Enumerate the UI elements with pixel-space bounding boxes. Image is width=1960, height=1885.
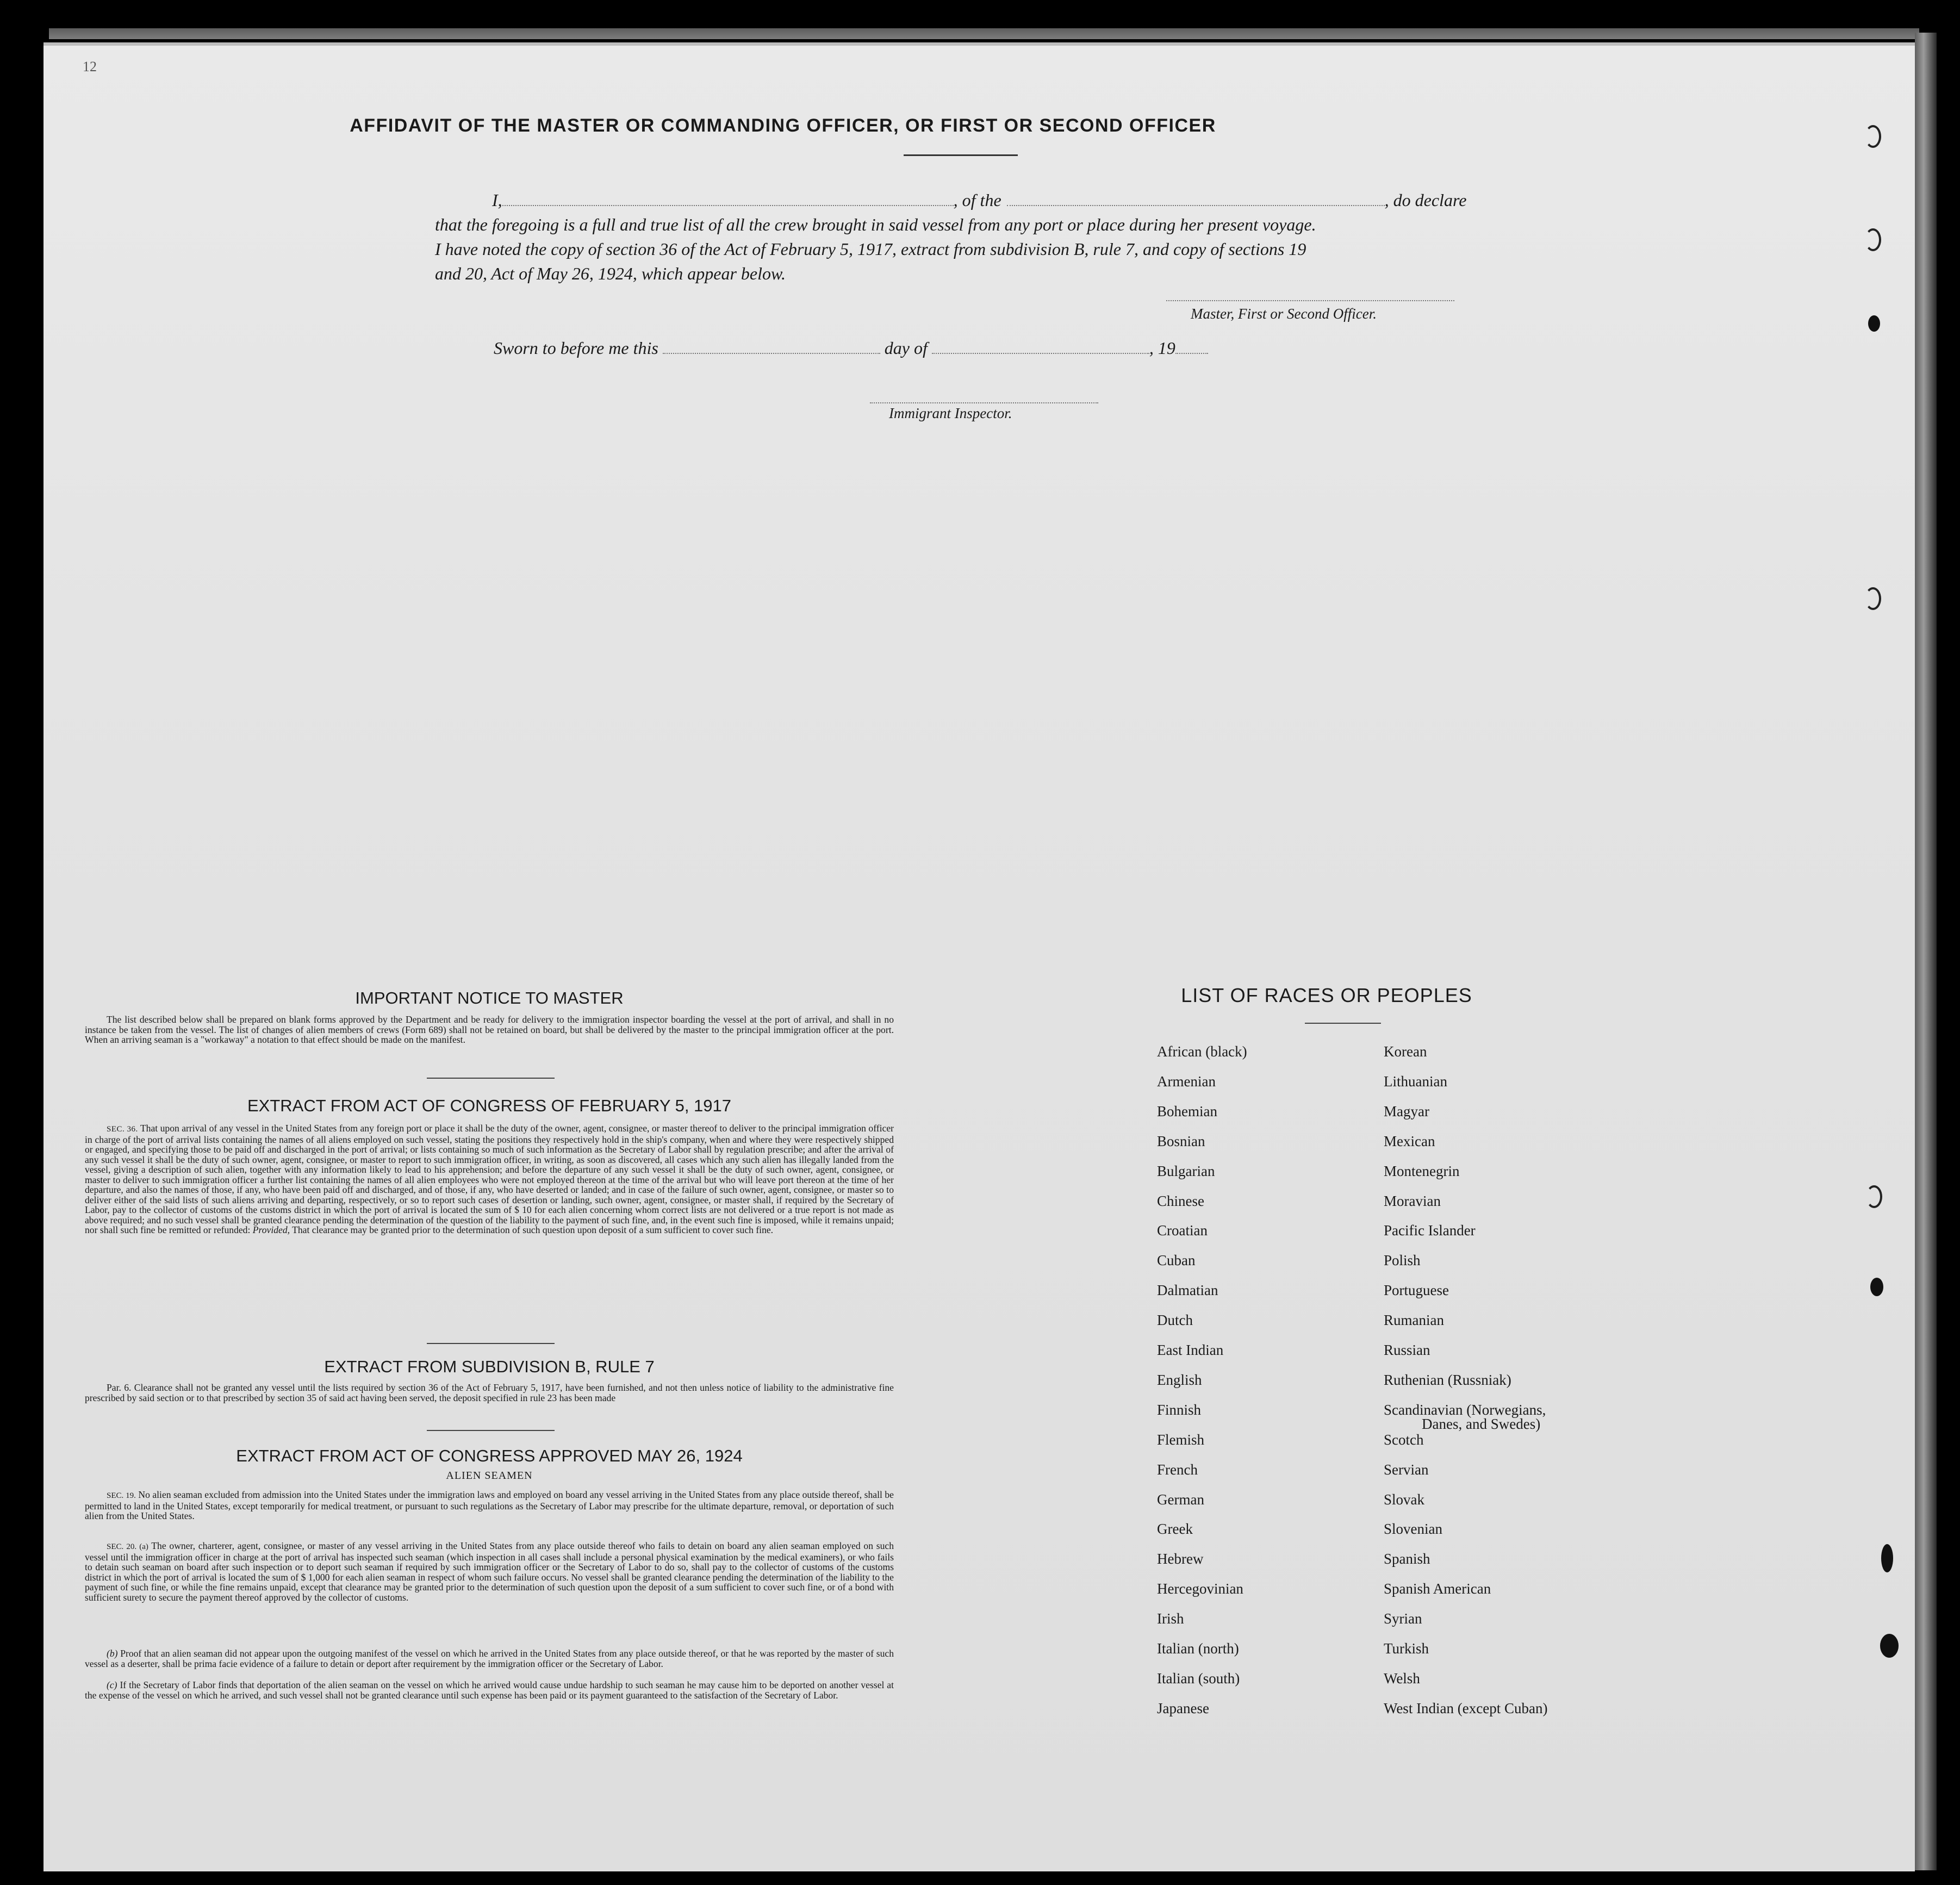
extract-rule7-text: Par. 6. Clearance shall not be granted any vessel until the lists required by section 36 of the Act of February 5, 1917, have been furnished, and not then unless notice of liability to the administrative fine prescribed by said section or to that prescribed by section 35 of said act having been served, the deposit specified in rule 23 has been made (85, 1382, 894, 1403)
affidavit-i: I, (492, 190, 502, 210)
race-item: Spanish American (1384, 1581, 1491, 1597)
race-item: Armenian (1157, 1073, 1216, 1090)
race-item: Scandinavian (Norwegians, (1384, 1401, 1546, 1418)
signature-caption: Master, First or Second Officer. (1191, 306, 1377, 322)
race-item: Greek (1157, 1521, 1193, 1538)
race-item: Italian (north) (1157, 1640, 1239, 1657)
sworn-year: , 19 (1149, 338, 1175, 358)
extract-1924-title: EXTRACT FROM ACT OF CONGRESS APPROVED MAY 26, 1924 (236, 1446, 743, 1465)
race-item: Danes, and Swedes) (1422, 1415, 1541, 1432)
race-item: French (1157, 1461, 1198, 1478)
notice-text: The list described below shall be prepared on blank forms approved by the Department and be ready for delivery to the immigration inspector boarding the vessel at the port of arrival, and shall in no instance be taken from the vessel. The list of changes of alien members of crews (Form 689) shall not be retained on board, but shall be delivered by the master to the principal immigration officer at the port. When an arriving seaman is a "workaway" a notation to that effect should be made on the manifest. (85, 1014, 894, 1045)
sworn-day-of: day of (884, 338, 928, 358)
race-item: Pacific Islander (1384, 1222, 1476, 1239)
race-item: West Indian (except Cuban) (1384, 1700, 1548, 1716)
punch-hole-mark (1865, 587, 1881, 610)
affidavit-title: AFFIDAVIT OF THE MASTER OR COMMANDING OFFICER, OR FIRST OR SECOND OFFICER (350, 115, 1216, 136)
sec-19-text (85, 1490, 894, 1521)
affidavit-line-1 (492, 190, 1466, 210)
race-item: Bulgarian (1157, 1162, 1215, 1179)
page-number: 12 (83, 59, 97, 74)
race-item: Ruthenian (Russniak) (1384, 1371, 1511, 1388)
race-item: Moravian (1384, 1192, 1441, 1209)
race-item: Portuguese (1384, 1282, 1449, 1299)
race-item: African (black) (1157, 1043, 1247, 1060)
signature-line (1166, 300, 1454, 301)
month-blank (932, 351, 1149, 354)
page-stack-edge (49, 28, 1919, 39)
race-item: Croatian (1157, 1222, 1208, 1239)
race-item: Servian (1384, 1461, 1429, 1478)
sec-19-body: No alien seaman excluded from admission into the United States under the immigration laws and employed on board any vessel arriving in the United States from any place outside thereof, shall be permitted to land in the United States, except temporarily for medical treatment, or pursuant to such regulations as the Secretary of Labor may prescribe for the ultimate departure, removal, or deportation of such alien from the United States. (85, 1489, 894, 1521)
affidavit-title-rule (904, 154, 1018, 156)
sec-19-label: SEC. 19. (107, 1491, 136, 1500)
race-item: Slovenian (1384, 1521, 1442, 1538)
extract-rule7-title: EXTRACT FROM SUBDIVISION B, RULE 7 (324, 1357, 655, 1376)
sec-20b-label: (b) (107, 1648, 118, 1659)
race-item: Russian (1384, 1342, 1430, 1358)
affidavit-of-the: , of the (953, 190, 1001, 210)
race-item: Scotch (1384, 1431, 1424, 1448)
race-item: Montenegrin (1384, 1162, 1460, 1179)
race-item: Japanese (1157, 1700, 1209, 1716)
race-item: Dutch (1157, 1312, 1193, 1329)
affidavit-line-2: that the foregoing is a full and true list of all the crew brought in said vessel from any port or place during her present voyage. (435, 215, 1316, 234)
sec-20c-body: If the Secretary of Labor finds that deportation of the alien seaman on the vessel on which he arrived would cause undue hardship to such seaman he may cause him to be deported on another vessel at the expense of the vessel on which he arrived, and such vessel shall not be granted clearance until such expense has been paid or its payment guaranteed to the satisfaction of the Secretary of Labor. (85, 1679, 894, 1701)
sec-20a-label: SEC. 20. (a) (107, 1542, 148, 1551)
race-item: Welsh (1384, 1670, 1420, 1687)
extract-1917-text (85, 1123, 894, 1235)
sec-36-label: SEC. 36. (107, 1125, 138, 1134)
race-item: Cuban (1157, 1252, 1196, 1269)
sec-36-body: That upon arrival of any vessel in the United States from any foreign port or place it shall be the duty of the owner, agent, consignee, or master thereof to deliver to the principal immigration officer in charge of the port of arrival lists containing the names of all aliens employed on such vessel, stating the positions they respectively hold in the ship's company, when and where they were respectively shipped or engaged, and specifying those to be paid off and discharged in the port of arrival; or lists containing so much of such information as the Secretary of Labor shall by regulation prescribe; and after the arrival of any such vessel it shall be the duty of such owner, agent, consignee, or master to report to such immigration officer, in writing, as soon as discovered, all cases which any such alien has illegally landed from the vessel, giving a description of such alien, together with any information likely to lead to his apprehension; and before the departure of any such vessel it shall be the duty of such owner, agent, consignee, or master to deliver to such immigration officer a further list containing the names of all alien employees who were not employed thereon at the time of the arrival but who will leave port thereon at the time of her departure, and also the names of those, if any, who have been paid off and discharged, and of those, if any, who have deserted or landed; and in case of the failure of such owner, agent, consignee, or master so to deliver either of the said lists of such aliens arriving and departing, respectively, or so to report such cases of desertion or landing, such owner, agent, consignee, or master shall, if required by the Secretary of Labor, pay to the collector of customs of the customs district in which the port of arrival is located the sum of $ 10 for each alien concerning whom correct lists are not delivered or a true report is not made as above required; and no such vessel shall be granted clearance pending the determination of the question of the liability to the payment of such fine, and, in the event such fine is imposed, while it remains unpaid; nor shall such fine be remitted or refunded: (85, 1123, 894, 1235)
race-item: East Indian (1157, 1342, 1224, 1358)
race-item: Bosnian (1157, 1133, 1205, 1149)
name-blank (502, 203, 954, 206)
race-item: Turkish (1384, 1640, 1429, 1657)
race-item: Hebrew (1157, 1551, 1204, 1567)
section-divider (427, 1078, 555, 1079)
vessel-blank (1007, 203, 1385, 206)
sec-20b-body: Proof that an alien seaman did not appear upon the outgoing manifest of the vessel on which he arrived in the United States from any place outside thereof, or that he was reported by the master of such vessel as a deserter, shall be prima facie evidence of a failure to detain or deport after requirement by the immigration officer or the Secretary of Labor. (85, 1648, 894, 1669)
race-item: Korean (1384, 1043, 1427, 1060)
proviso-label: Provided, (252, 1224, 290, 1235)
sec-20c-label: (c) (107, 1679, 117, 1690)
alien-seamen-subtitle: ALIEN SEAMEN (446, 1470, 533, 1482)
race-item: Syrian (1384, 1610, 1422, 1627)
sworn-prefix: Sworn to before me this (494, 338, 658, 358)
punch-hole-mark (1868, 315, 1880, 332)
punch-hole-mark (1865, 125, 1881, 148)
affidavit-line-4: and 20, Act of May 26, 1924, which appear below. (435, 264, 786, 283)
race-item: Magyar (1384, 1103, 1429, 1119)
race-item: Polish (1384, 1252, 1421, 1269)
section-divider (427, 1343, 555, 1344)
race-item: Irish (1157, 1610, 1184, 1627)
race-item: Finnish (1157, 1401, 1202, 1418)
race-item: Flemish (1157, 1431, 1205, 1448)
race-item: Bohemian (1157, 1103, 1217, 1119)
race-item: Chinese (1157, 1192, 1204, 1209)
race-item: Mexican (1384, 1133, 1435, 1149)
race-item: Lithuanian (1384, 1073, 1447, 1090)
section-divider (427, 1430, 555, 1431)
proviso-body: That clearance may be granted prior to the determination of such question upon deposit of a sum sufficient to cover such fine. (292, 1224, 774, 1235)
races-title-rule (1305, 1023, 1381, 1024)
race-item: Hercegovinian (1157, 1581, 1243, 1597)
punch-hole-mark (1866, 1185, 1882, 1208)
race-item: Slovak (1384, 1491, 1425, 1508)
race-item: Dalmatian (1157, 1282, 1218, 1299)
inspector-caption: Immigrant Inspector. (889, 405, 1012, 421)
binding-edge (1915, 33, 1937, 1870)
year-blank (1175, 351, 1208, 354)
race-item: German (1157, 1491, 1204, 1508)
sec-20c-text (85, 1680, 894, 1700)
race-item: Spanish (1384, 1551, 1430, 1567)
sec-20b-text (85, 1648, 894, 1669)
race-item: Rumanian (1384, 1312, 1444, 1329)
punch-hole-mark (1880, 1634, 1899, 1658)
races-title: LIST OF RACES OR PEOPLES (1181, 984, 1472, 1006)
punch-hole-mark (1865, 228, 1881, 251)
inspector-signature-line (870, 402, 1098, 403)
sworn-line (494, 338, 1208, 358)
affidavit-line-3: I have noted the copy of section 36 of the Act of February 5, 1917, extract from subdivision B, rule 7, and copy of sections 19 (435, 239, 1306, 259)
notice-title: IMPORTANT NOTICE TO MASTER (355, 988, 624, 1007)
sec-20a-text (85, 1541, 894, 1602)
punch-hole-mark (1870, 1278, 1883, 1296)
race-item: Italian (south) (1157, 1670, 1240, 1687)
sec-20a-body: The owner, charterer, agent, consignee, or master of any vessel arriving in the United States from any place outside thereof who fails to detain on board any alien seaman employed on such vessel until the immigration officer in charge at the port of arrival has inspected such seaman (which inspection in all cases shall include a personal physical examination by the medical examiners), or who fails to detain such seaman on board after such inspection or to deport such seaman if required by such immigration officer or the Secretary of Labor to do so, shall pay to the collector of customs of the customs district in which the port of arrival is located the sum of $ 1,000 for each alien seaman in respect of whom such failure occurs. No vessel shall be granted clearance pending the determination of the liability to the payment of such fine, or while the fine remains unpaid, except that clearance may be granted prior to the determination of such question upon the deposit of a sum sufficient to cover such fine, or of a bond with sufficient surety to secure the payment thereof approved by the collector of customs. (85, 1540, 894, 1603)
extract-1917-title: EXTRACT FROM ACT OF CONGRESS OF FEBRUARY 5, 1917 (247, 1096, 732, 1115)
race-item: English (1157, 1371, 1202, 1388)
affidavit-declare: , do declare (1384, 190, 1467, 210)
punch-hole-mark (1881, 1544, 1893, 1572)
day-blank (663, 351, 880, 354)
